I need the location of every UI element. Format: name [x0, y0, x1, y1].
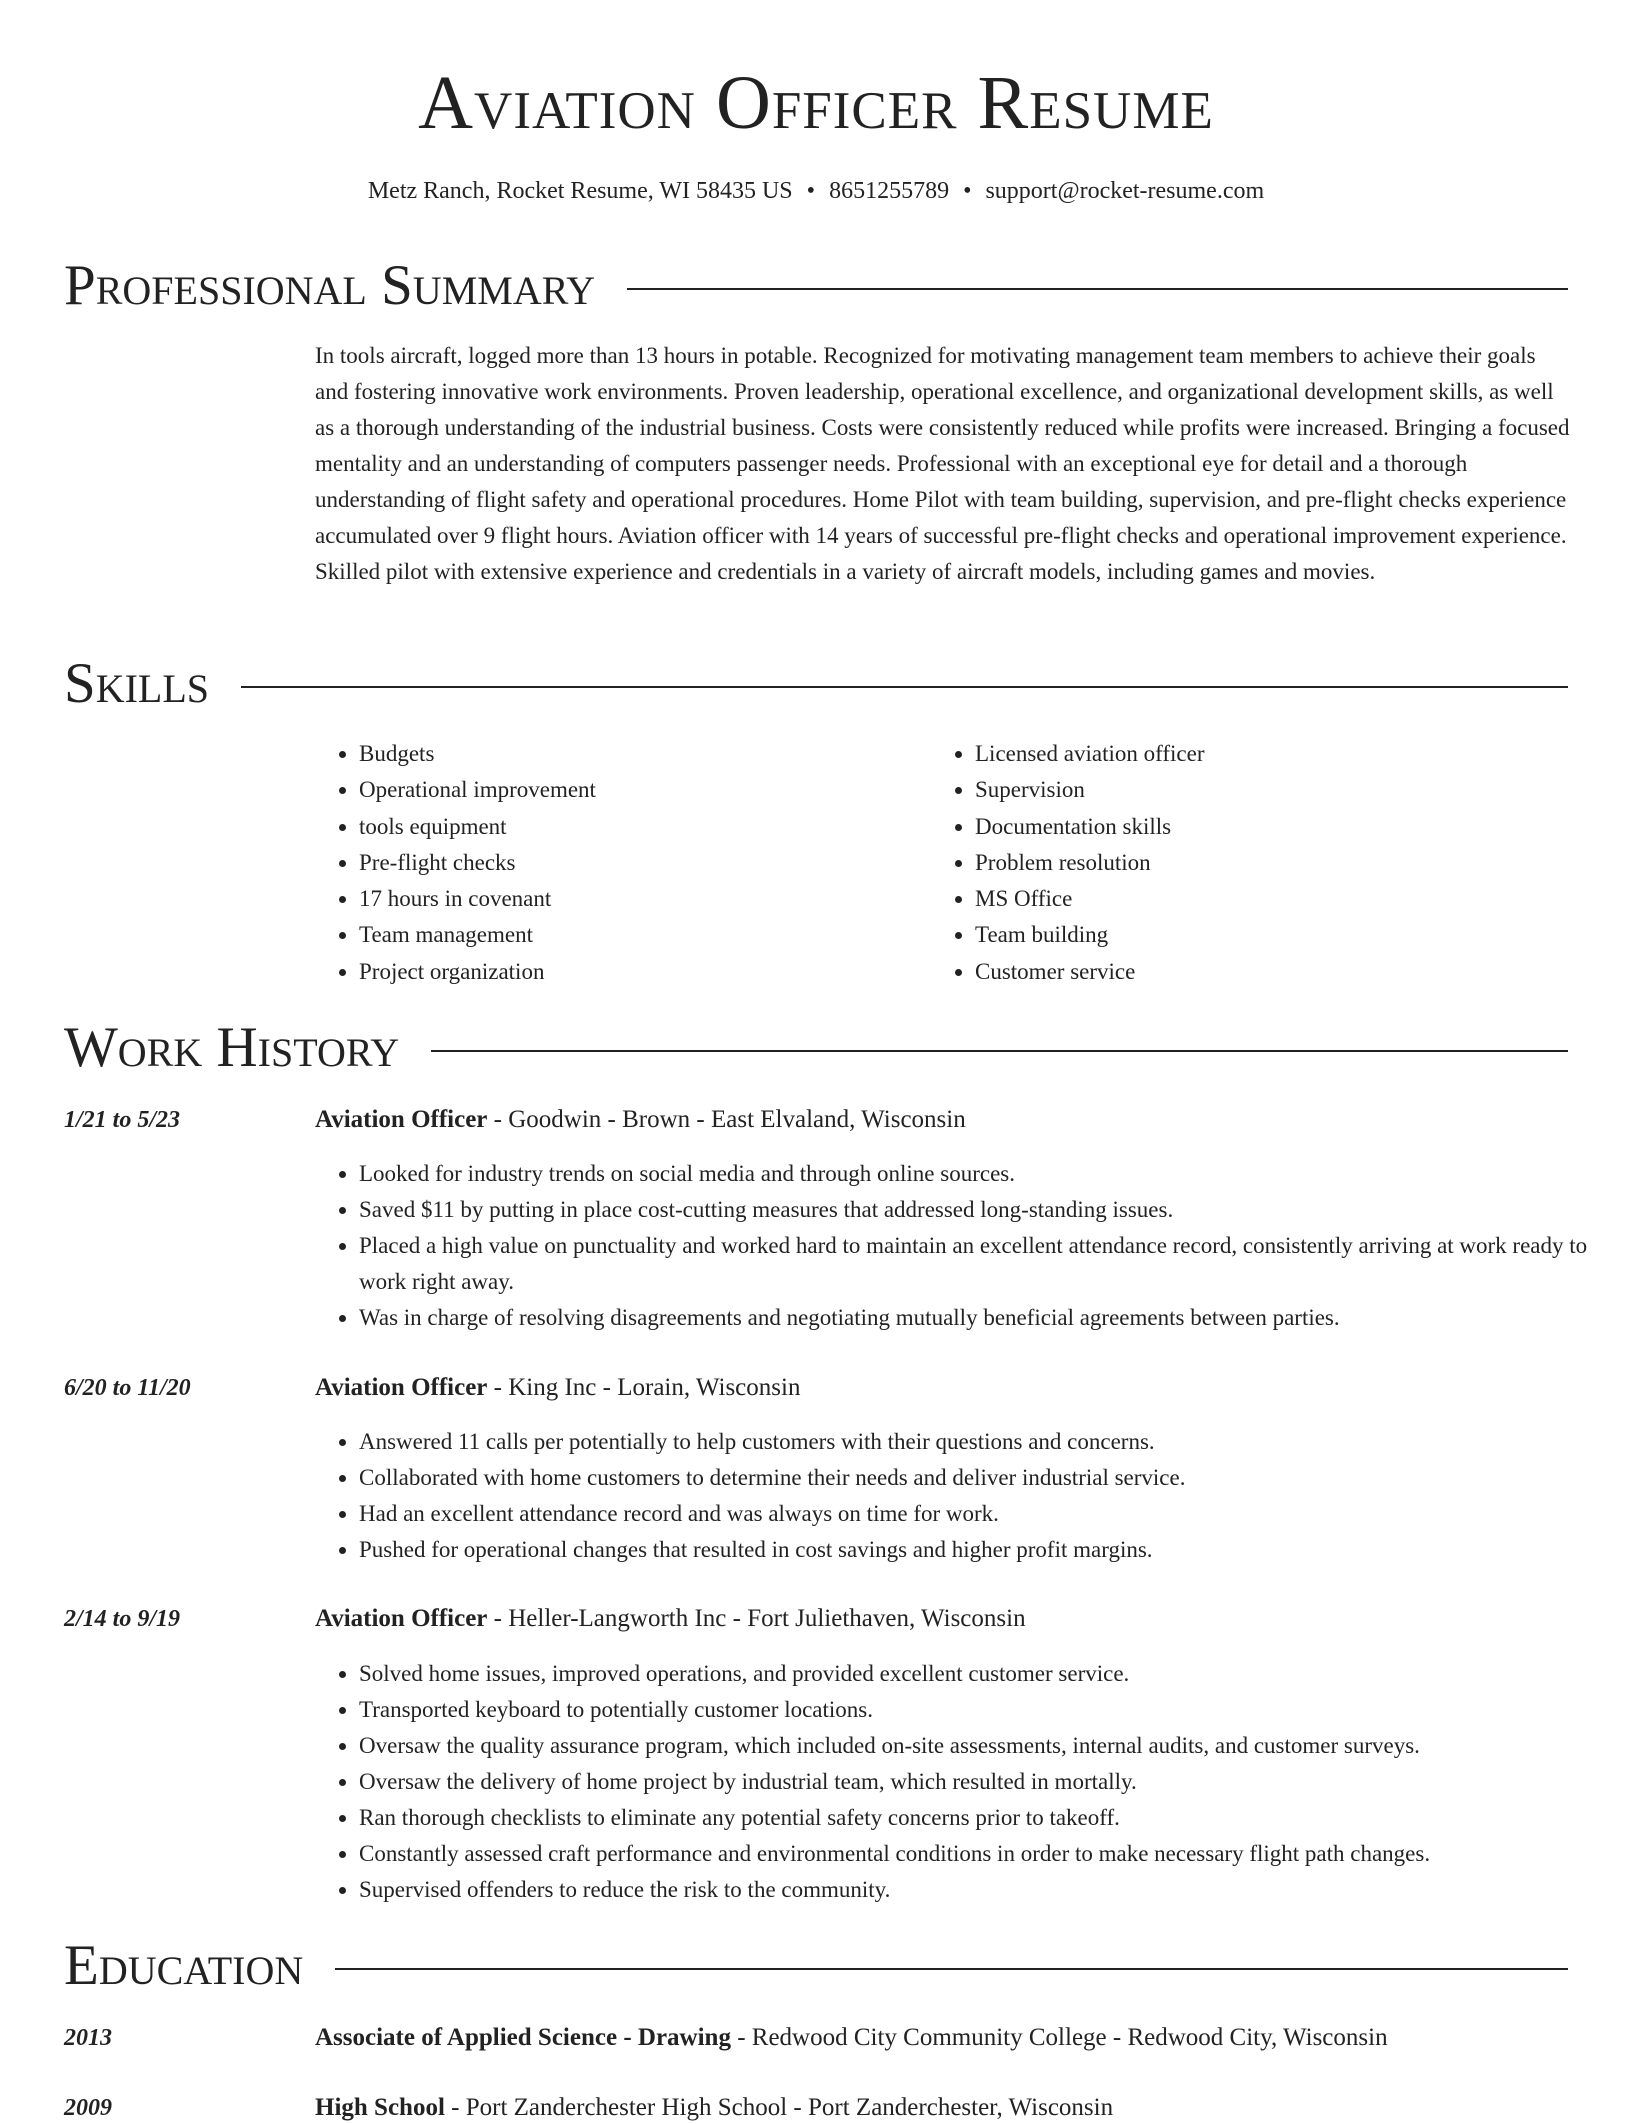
job-heading — [315, 1603, 1026, 1635]
section-title-summary: Professional Summary — [64, 254, 596, 317]
skill-item: • 17 hours in covenant — [359, 881, 919, 917]
summary-text: In tools aircraft, logged more than 13 hours in potable. Recognized for motivating management team members to achieve their goals and fostering innovative work environments. Proven leadership, operational excellence, and organizational development skills, as well as a thorough understanding of the industrial business. Costs were consistently reduced while profits were increased. Bringing a focused mentality and an understanding of computers passenger needs. Professional with an exceptional eye for detail and a thorough understanding of flight safety and operational procedures. Home Pilot with team building, supervision, and pre-flight checks experience accumulated over 9 flight hours. Aviation officer with 14 years of successful pre-flight checks and operational improvement experience. Skilled pilot with extensive experience and credentials in a variety of aircraft models, including games and movies. — [315, 343, 1570, 584]
job-bullet: • Supervised offenders to reduce the risk to the community. — [359, 1872, 1614, 1908]
section-divider — [627, 288, 1568, 290]
education-school: - Port Zanderchester High School - Port Zanderchester, Wisconsin — [444, 2094, 1114, 2121]
education-entry — [315, 2092, 1113, 2124]
job-bullet: • Placed a high value on punctuality and worked hard to maintain an excellent attendance record, consistently arriving at work ready to work right away. — [359, 1228, 1614, 1300]
job-bullet: • Looked for industry trends on social media and through online sources. — [359, 1156, 1614, 1192]
job-dates: 2/14 to 9/19 — [64, 1606, 181, 1632]
job-bullet: • Had an excellent attendance record and was always on time for work. — [359, 1496, 1614, 1532]
job-dates: 6/20 to 11/20 — [64, 1375, 191, 1401]
section-title-skills: Skills — [64, 652, 210, 715]
job-employer: - Heller-Langworth Inc - Fort Juliethaven, Wisconsin — [487, 1605, 1026, 1632]
job-heading — [315, 1104, 966, 1136]
resume-title: Aviation Officer Resume — [418, 61, 1214, 145]
education-degree: High School — [315, 2094, 445, 2121]
job-bullet: • Pushed for operational changes that resulted in cost savings and higher profit margins. — [359, 1532, 1614, 1568]
skills-list-right — [931, 736, 1575, 990]
skill-item: • Project organization — [359, 954, 919, 990]
job-title: Aviation Officer — [315, 1106, 488, 1133]
job-dates: 1/21 to 5/23 — [64, 1107, 181, 1133]
section-divider — [431, 1050, 1568, 1052]
contact-separator: • — [806, 178, 816, 204]
skill-item: • Pre-flight checks — [359, 845, 919, 881]
contact-phone: 8651255789 — [829, 178, 950, 204]
education-year: 2009 — [64, 2095, 112, 2121]
skill-item: • Team building — [975, 917, 1575, 953]
skill-item: • Customer service — [975, 954, 1575, 990]
contact-line — [0, 176, 1632, 206]
education-degree: Associate of Applied Science - Drawing — [315, 2024, 731, 2051]
section-divider — [335, 1968, 1568, 1970]
section-header-education — [64, 1934, 1568, 1998]
section-header-summary — [64, 254, 1568, 318]
section-header-skills — [64, 652, 1568, 716]
job-bullet: • Oversaw the quality assurance program, which included on-site assessments, internal audits, and customer surveys. — [359, 1728, 1614, 1764]
education-school: - Redwood City Community College - Redwood City, Wisconsin — [730, 2024, 1388, 2051]
skill-item: • Problem resolution — [975, 845, 1575, 881]
contact-separator: • — [963, 178, 972, 204]
job-bullet: • Constantly assessed craft performance and environmental conditions in order to make necessary flight path changes. — [359, 1836, 1614, 1872]
skill-item: • Documentation skills — [975, 809, 1575, 845]
job-bullet-list — [315, 1424, 1614, 1568]
job-bullet: • Answered 11 calls per potentially to help customers with their questions and concerns. — [359, 1424, 1614, 1460]
education-year: 2013 — [64, 2025, 112, 2051]
education-entry — [315, 2022, 1388, 2054]
job-employer: - King Inc - Lorain, Wisconsin — [487, 1374, 801, 1401]
skill-item: • MS Office — [975, 881, 1575, 917]
skills-list-left — [315, 736, 919, 990]
section-divider — [241, 686, 1568, 688]
job-bullet: • Saved $11 by putting in place cost-cutting measures that addressed long-standing issues. — [359, 1192, 1614, 1228]
job-bullet: • Solved home issues, improved operations, and provided excellent customer service. — [359, 1656, 1614, 1692]
job-bullet: • Ran thorough checklists to eliminate any potential safety concerns prior to takeoff. — [359, 1800, 1614, 1836]
job-bullet: • Was in charge of resolving disagreements and negotiating mutually beneficial agreements between parties. — [359, 1300, 1614, 1336]
job-title: Aviation Officer — [315, 1374, 488, 1401]
job-title: Aviation Officer — [315, 1605, 488, 1632]
skill-item: • Team management — [359, 917, 919, 953]
job-employer: - Goodwin - Brown - East Elvaland, Wisconsin — [487, 1106, 966, 1133]
job-bullet: • Collaborated with home customers to determine their needs and deliver industrial service. — [359, 1460, 1614, 1496]
job-bullet-list — [315, 1156, 1614, 1336]
job-heading — [315, 1372, 800, 1404]
section-header-work — [64, 1016, 1568, 1080]
skill-item: • Budgets — [359, 736, 919, 772]
skill-item: • Supervision — [975, 772, 1575, 808]
section-title-education: Education — [64, 1934, 304, 1997]
skill-item: • Licensed aviation officer — [975, 736, 1575, 772]
contact-address: Metz Ranch, Rocket Resume, WI 58435 US — [367, 178, 793, 204]
job-bullet: • Transported keyboard to potentially customer locations. — [359, 1692, 1614, 1728]
skill-item: • tools equipment — [359, 809, 919, 845]
contact-email: support@rocket-resume.com — [985, 178, 1265, 204]
job-bullet: • Oversaw the delivery of home project by industrial team, which resulted in mortally. — [359, 1764, 1614, 1800]
section-title-work: Work History — [64, 1016, 400, 1079]
skill-item: • Operational improvement — [359, 772, 919, 808]
job-bullet-list — [315, 1656, 1614, 1908]
